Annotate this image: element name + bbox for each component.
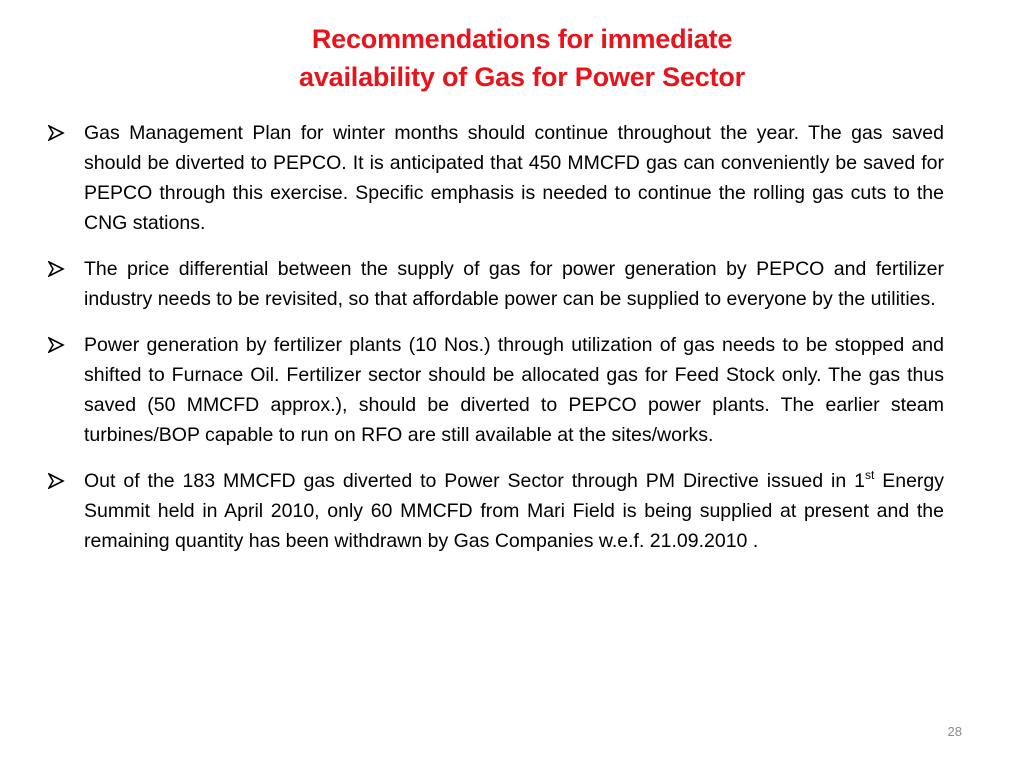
- ordinal-superscript: st: [864, 468, 875, 482]
- arrowhead-bullet-icon: [46, 466, 68, 496]
- title-line-1: Recommendations for immediate: [311, 24, 733, 54]
- bullet-item: [46, 330, 944, 450]
- arrowhead-bullet-icon: [46, 254, 68, 284]
- bullet-item: [46, 466, 944, 556]
- slide-title: [0, 20, 1024, 96]
- bullet-text-part-2: Energy Summit held in April 2010, only 60 MMCFD from Mari Field is being supplied at present and the remaining quantity has been withdrawn by Gas Companies w.e.f. 21.09.2010 .: [84, 470, 944, 552]
- bullet-text: Gas Management Plan for winter months should continue throughout the year. The gas saved should be diverted to PEPCO. It is anticipated that 450 MMCFD gas can conveniently be saved for PEPCO through this exercise. Specific emphasis is needed to continue the rolling gas cuts to the CNG stations.: [84, 122, 944, 234]
- arrowhead-bullet-icon: [46, 118, 68, 148]
- bullet-item: [46, 118, 944, 238]
- page-number: 28: [947, 724, 962, 739]
- bullet-text-part-1: Out of the 183 MMCFD gas diverted to Power Sector through PM Directive issued in 1: [84, 470, 865, 492]
- bullet-text: Power generation by fertilizer plants (10 Nos.) through utilization of gas needs to be stopped and shifted to Furnace Oil. Fertilizer sector should be allocated gas for Feed Stock only. The gas thus saved (50 MMCFD approx.), should be diverted to PEPCO power plants. The earlier steam turbines/BOP capable to run on RFO are still available at the sites/works.: [84, 334, 944, 446]
- bullet-text: [84, 470, 944, 552]
- bullet-list: [46, 118, 944, 572]
- arrowhead-bullet-icon: [46, 330, 68, 360]
- bullet-text: The price differential between the supply of gas for power generation by PEPCO and fertilizer industry needs to be revisited, so that affordable power can be supplied to everyone by the utilities.: [84, 258, 944, 310]
- bullet-item: [46, 254, 944, 314]
- title-line-2: availability of Gas for Power Sector: [299, 62, 745, 92]
